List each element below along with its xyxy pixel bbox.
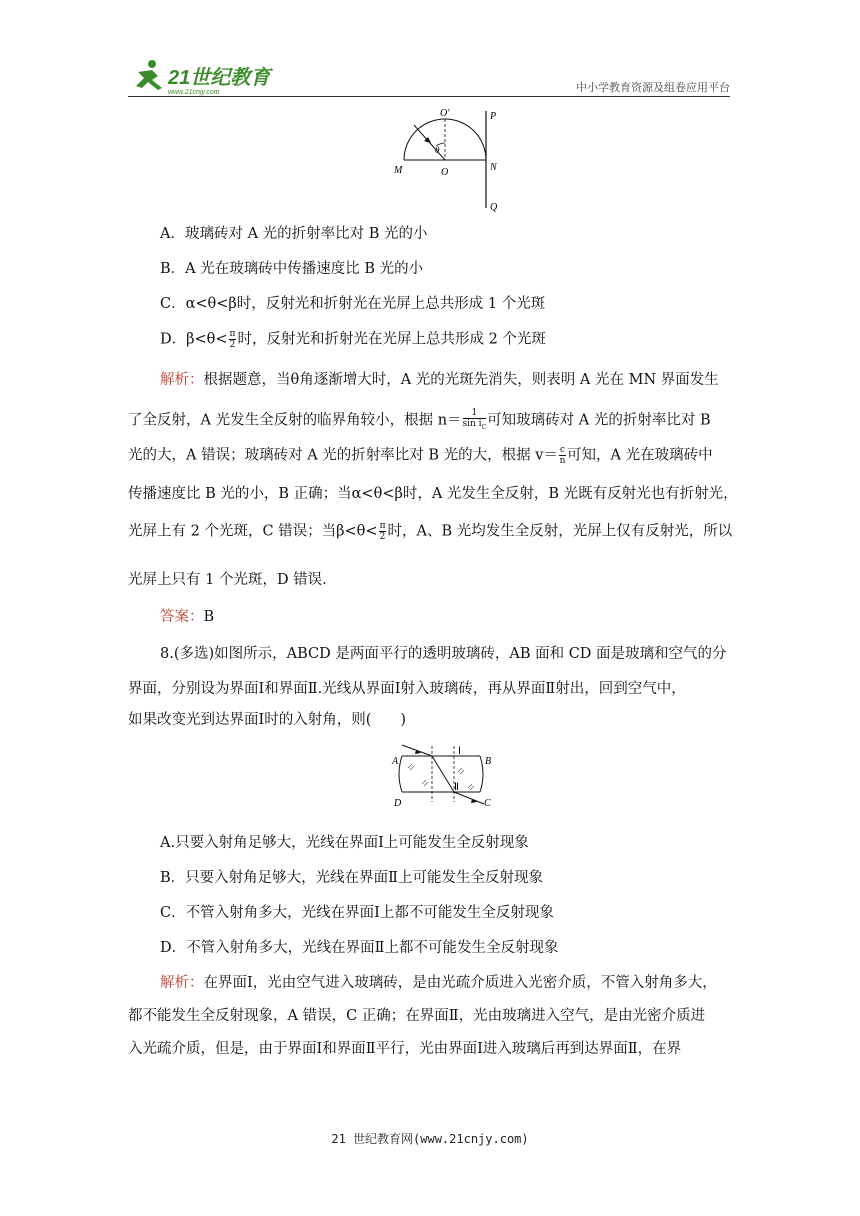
q7-option-b: B．A 光在玻璃砖中传播速度比 B 光的小 xyxy=(160,261,424,277)
label-q: Q xyxy=(490,202,498,213)
label-m: M xyxy=(394,165,403,176)
q7-analysis-line-1: 解析：根据题意，当θ角逐渐增大时，A 光的光斑先消失，则表明 A 光在 MN 界面发生 xyxy=(160,372,719,388)
q7-analysis-line-2: 了全反射，A 光发生全反射的临界角较小，根据 n＝ $\frac{1}{\sin i_C}$ 可知玻璃砖对 A 光的折射率比对 B xyxy=(128,408,711,431)
frac-pi-over-2-b: $\frac{\pi}{2}$ xyxy=(379,521,386,542)
q8-option-b: B．只要入射角足够大，光线在界面Ⅱ上可能发生全反射现象 xyxy=(160,870,544,886)
q7-option-a: A．玻璃砖对 A 光的折射率比对 B 光的小 xyxy=(160,226,428,242)
q7-analysis-line-5: 光屏上有 2 个光斑，C 错误；当β<θ< $\frac{\pi}{2}$ 时，A、B 光均发生全反射，光屏上仅有反射光，所以 xyxy=(128,521,733,542)
q7-option-d: D．β<θ< $\frac{\pi}{2}$ 时，反射光和折射光在光屏上总共形成 2 个光斑 xyxy=(160,329,546,350)
label-b: B xyxy=(485,756,492,767)
q7-analysis-line-3: 光的大，A 错误；玻璃砖对 A 光的折射率比对 B 光的大，根据 v＝ $\frac{c}{n}$ 可知，A 光在玻璃砖中 xyxy=(128,445,713,466)
label-interface-1: Ⅰ xyxy=(458,746,461,757)
label-interface-2: Ⅱ xyxy=(454,782,459,793)
q8-stem-line-1: 8.(多选)如图所示，ABCD 是两面平行的透明玻璃砖，AB 面和 CD 面是玻璃和空气的分 xyxy=(160,646,727,662)
q7-option-c: C．α<θ<β时，反射光和折射光在光屏上总共形成 1 个光斑 xyxy=(160,296,546,312)
label-theta: θ xyxy=(435,145,440,155)
label-o: O xyxy=(441,167,449,178)
q8-stem-line-3: 如果改变光到达界面Ⅰ时的入射角，则( ) xyxy=(128,712,407,728)
label-c: C xyxy=(484,798,491,809)
frac-c-over-n: $\frac{c}{n}$ xyxy=(559,445,566,466)
figure-glass-block xyxy=(388,742,506,810)
q8-analysis-line-3: 入光疏介质，但是，由于界面Ⅰ和界面Ⅱ平行，光由界面Ⅰ进入玻璃后再到达界面Ⅱ，在界 xyxy=(128,1041,682,1057)
label-o-prime: O′ xyxy=(440,108,450,119)
label-d: D xyxy=(394,798,402,809)
q8-stem-line-2: 界面，分别设为界面Ⅰ和界面Ⅱ.光线从界面Ⅰ射入玻璃砖，再从界面Ⅱ射出，回到空气中， xyxy=(128,681,686,697)
figure-semicircle-glass xyxy=(384,103,514,215)
label-p: P xyxy=(490,111,497,122)
logo-text: 21世纪教育 xyxy=(168,67,271,89)
q7-analysis-line-6: 光屏上只有 1 个光斑，D 错误． xyxy=(128,572,337,588)
logo-url: www.21cnjy.com xyxy=(168,89,220,96)
frac-1-over-sin-ic: $\frac{1}{\sin i_C}$ xyxy=(462,408,487,431)
label-a: A xyxy=(392,756,399,767)
q8-option-a: A.只要入射角足够大，光线在界面Ⅰ上可能发生全反射现象 xyxy=(160,835,529,851)
q8-option-d: D．不管入射角多大，光线在界面Ⅱ上都不可能发生全反射现象 xyxy=(160,940,559,956)
q7-analysis-line-4: 传播速度比 B 光的小，B 正确；当α<θ<β时，A 光发生全反射，B 光既有反射光也有折射光， xyxy=(128,486,738,502)
header-right-text: 中小学教育资源及组卷应用平台 xyxy=(576,81,730,94)
q8-analysis-line-2: 都不能发生全反射现象，A 错误，C 正确；在界面Ⅱ，光由玻璃进入空气，是由光密介质进 xyxy=(128,1008,706,1024)
header-rule xyxy=(128,96,730,97)
frac-pi-over-2: $\frac{\pi}{2}$ xyxy=(229,329,236,350)
site-logo xyxy=(128,58,278,98)
page-footer: 21 世纪教育网(www.21cnjy.com) xyxy=(331,1132,529,1146)
q8-option-c: C．不管入射角多大，光线在界面Ⅰ上都不可能发生全反射现象 xyxy=(160,905,554,921)
label-n: N xyxy=(490,162,497,173)
q8-analysis-line-1: 解析：在界面Ⅰ，光由空气进入玻璃砖，是由光疏介质进入光密介质，不管入射角多大， xyxy=(160,975,717,991)
q7-answer: 答案：B xyxy=(160,609,215,625)
runner-icon xyxy=(136,60,162,90)
